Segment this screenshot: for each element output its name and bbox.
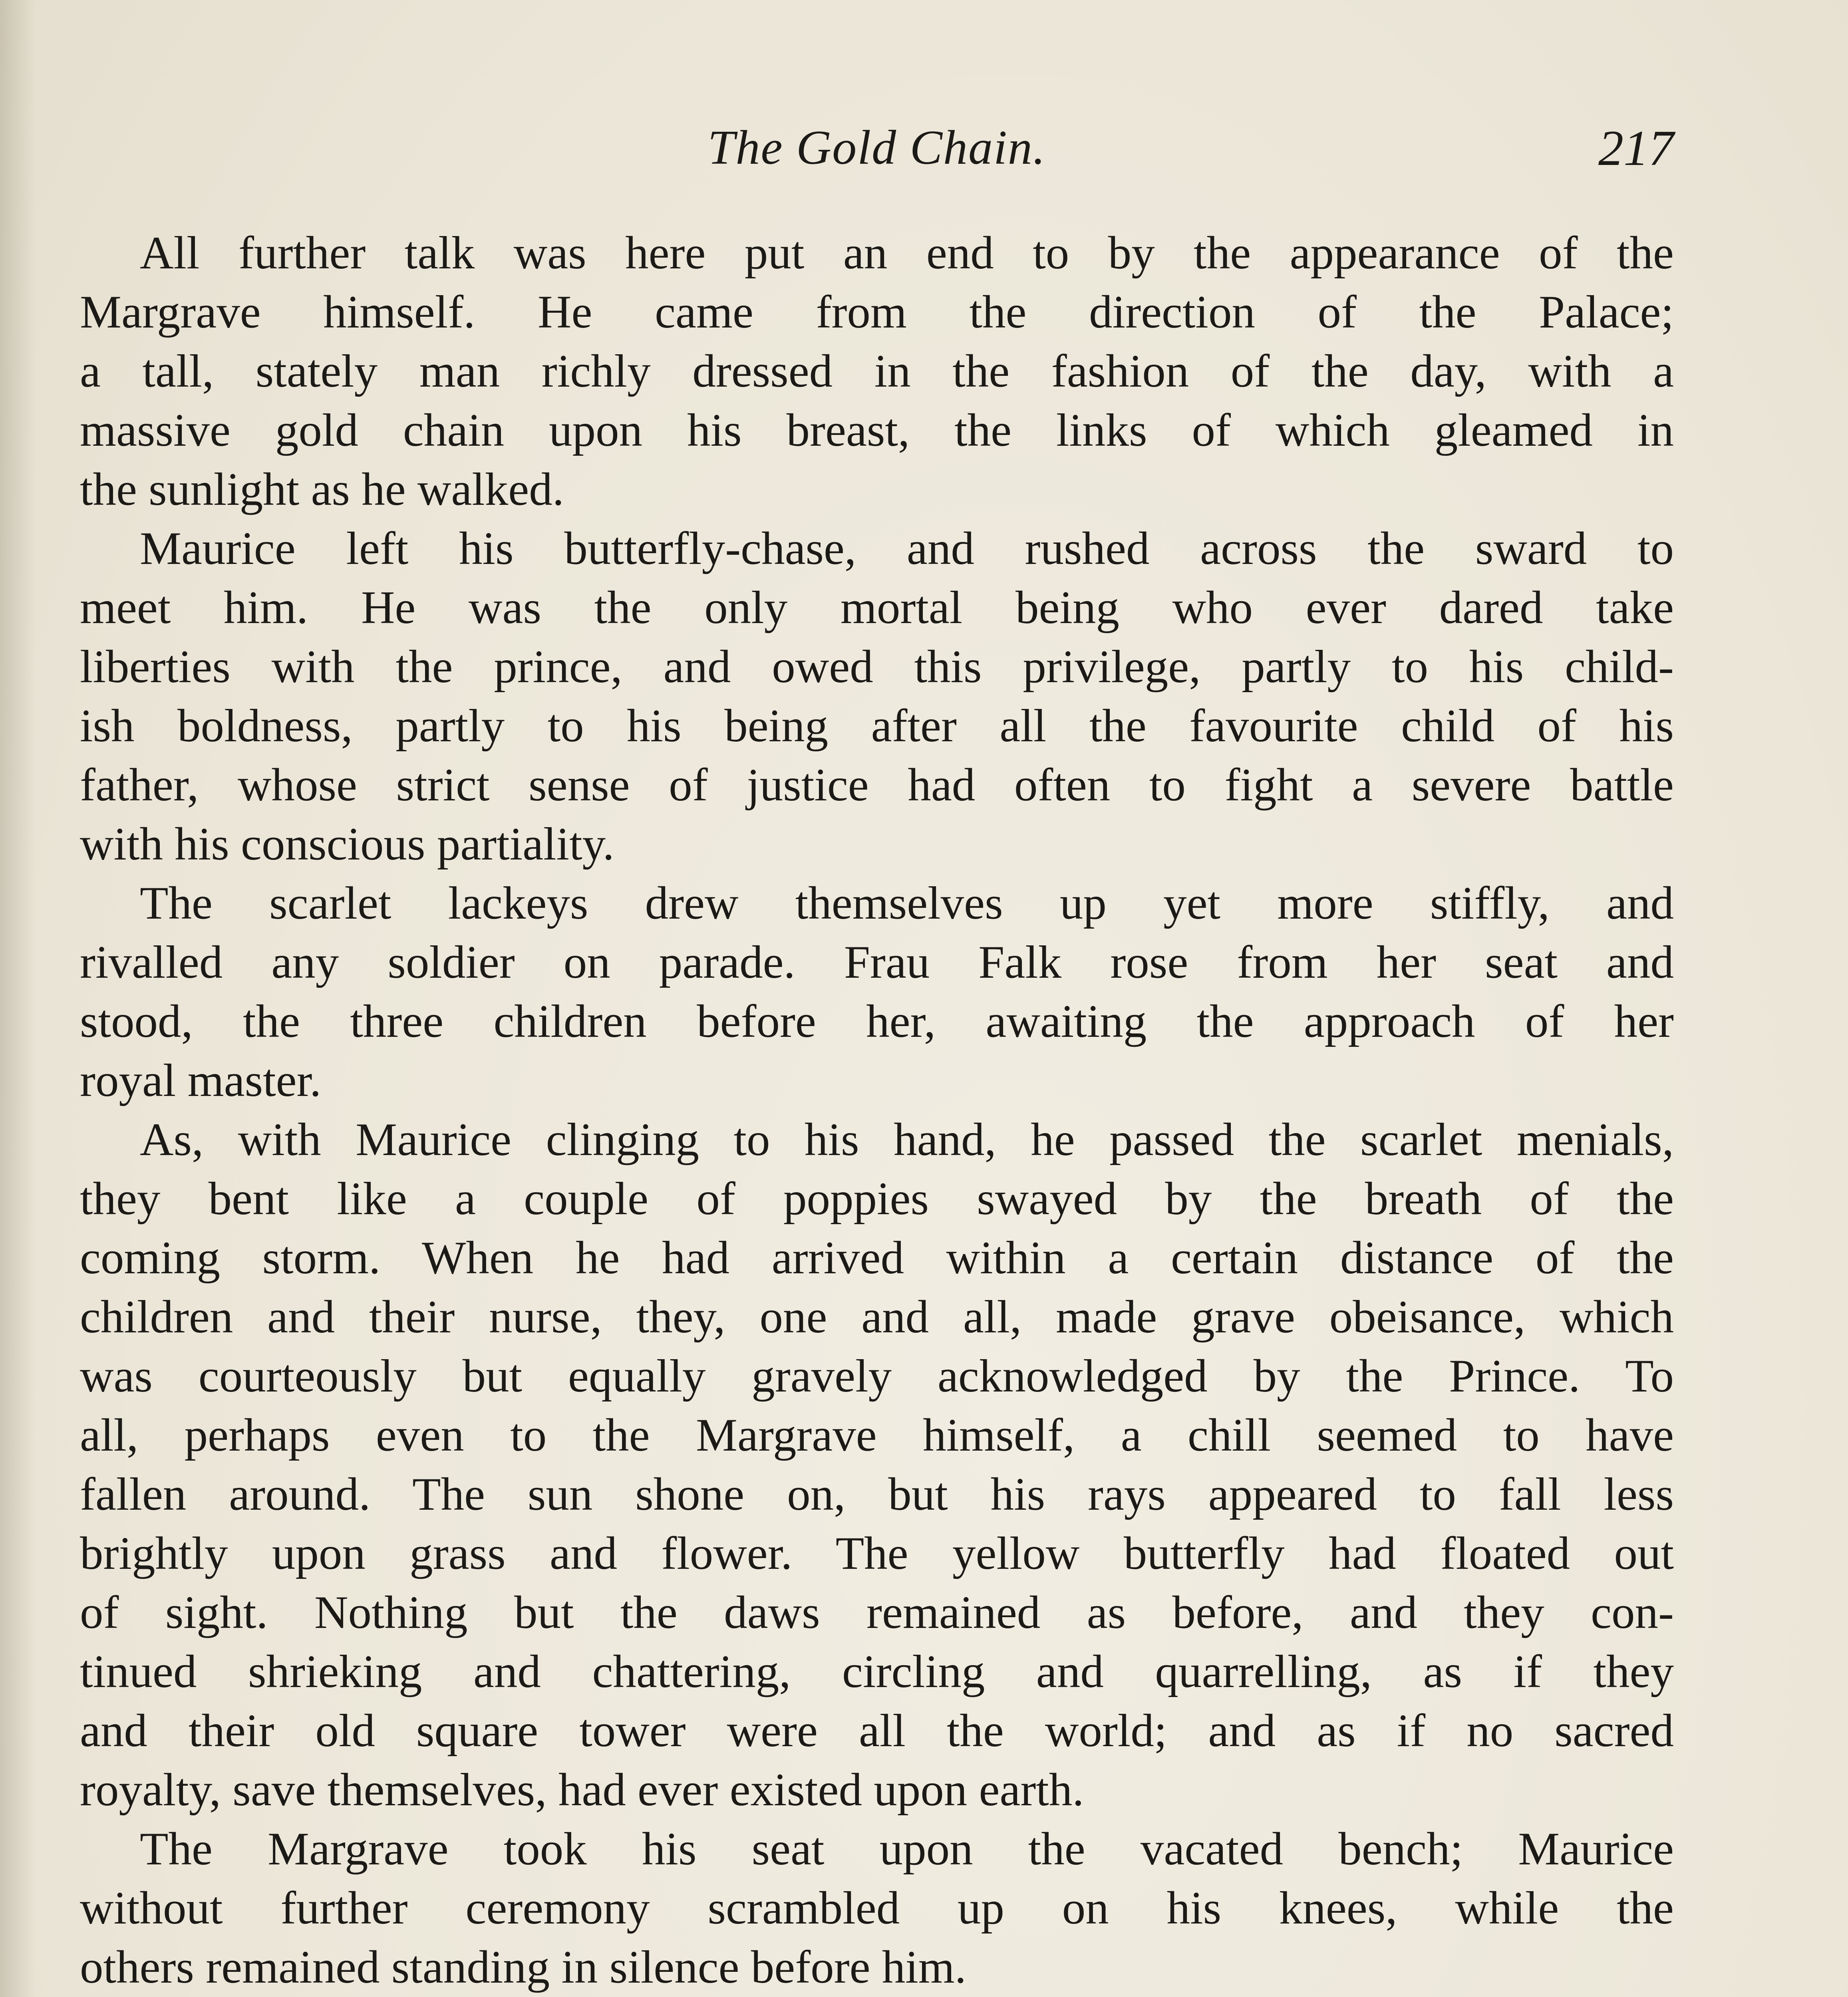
text-line: liberties with the prince, and owed this privilege, partly to his child- (80, 641, 1674, 693)
paragraph (80, 1110, 1674, 1820)
text-line: massive gold chain upon his breast, the links of which gleamed in (80, 405, 1674, 456)
spine-shadow (0, 0, 36, 1997)
text-line: tinued shrieking and chattering, circling and quarrelling, as if they (80, 1646, 1674, 1697)
running-title: The Gold Chain. (707, 121, 1046, 175)
text-line: royalty, save themselves, had ever existed upon earth. (80, 1764, 1084, 1816)
text-line: meet him. He was the only mortal being who ever dared take (80, 582, 1674, 633)
text-line: The Margrave took his seat upon the vacated bench; Maurice (140, 1823, 1674, 1875)
text-line: they bent like a couple of poppies swayed by the breath of the (80, 1173, 1674, 1225)
text-line: a tall, stately man richly dressed in the fashion of the day, with a (80, 345, 1674, 397)
text-line: stood, the three children before her, awaiting the approach of her (80, 996, 1674, 1047)
paragraph (80, 519, 1674, 874)
text-line: Margrave himself. He came from the direction of the Palace; (80, 286, 1674, 338)
text-line: others remained standing in silence before him. (80, 1941, 967, 1993)
paragraph (80, 874, 1674, 1110)
text-line: was courteously but equally gravely acknowledged by the Prince. To (80, 1350, 1674, 1402)
text-line: without further ceremony scrambled up on his knees, while the (80, 1882, 1674, 1934)
text-line: children and their nurse, they, one and all, made grave obeisance, which (80, 1291, 1674, 1343)
text-line: The scarlet lackeys drew themselves up yet more stiffly, and (140, 877, 1674, 929)
text-line: royal master. (80, 1055, 322, 1106)
text-line: the sunlight as he walked. (80, 464, 564, 515)
text-line: and their old square tower were all the world; and as if no sacred (80, 1705, 1674, 1757)
text-line: As, with Maurice clinging to his hand, he passed the scarlet menials, (140, 1114, 1674, 1165)
text-line: father, whose strict sense of justice had often to fight a severe battle (80, 759, 1674, 811)
page-header (80, 120, 1674, 188)
body-text (80, 224, 1674, 1997)
page-number: 217 (1598, 121, 1674, 176)
text-line: of sight. Nothing but the daws remained as before, and they con- (80, 1587, 1674, 1638)
text-line: with his conscious partiality. (80, 818, 614, 870)
paragraph (80, 224, 1674, 519)
text-line: brightly upon grass and flower. The yellow butterfly had floated out (80, 1528, 1674, 1579)
paragraph (80, 1820, 1674, 1997)
text-line: all, perhaps even to the Margrave himself, a chill seemed to have (80, 1409, 1674, 1461)
text-line: coming storm. When he had arrived within a certain distance of the (80, 1232, 1674, 1284)
text-line: All further talk was here put an end to by the appearance of the (140, 227, 1674, 279)
text-line: fallen around. The sun shone on, but his rays appeared to fall less (80, 1469, 1674, 1520)
text-line: Maurice left his butterfly-chase, and rushed across the sward to (140, 523, 1674, 574)
text-line: rivalled any soldier on parade. Frau Falk rose from her seat and (80, 937, 1674, 988)
text-line: ish boldness, partly to his being after all the favourite child of his (80, 700, 1674, 752)
